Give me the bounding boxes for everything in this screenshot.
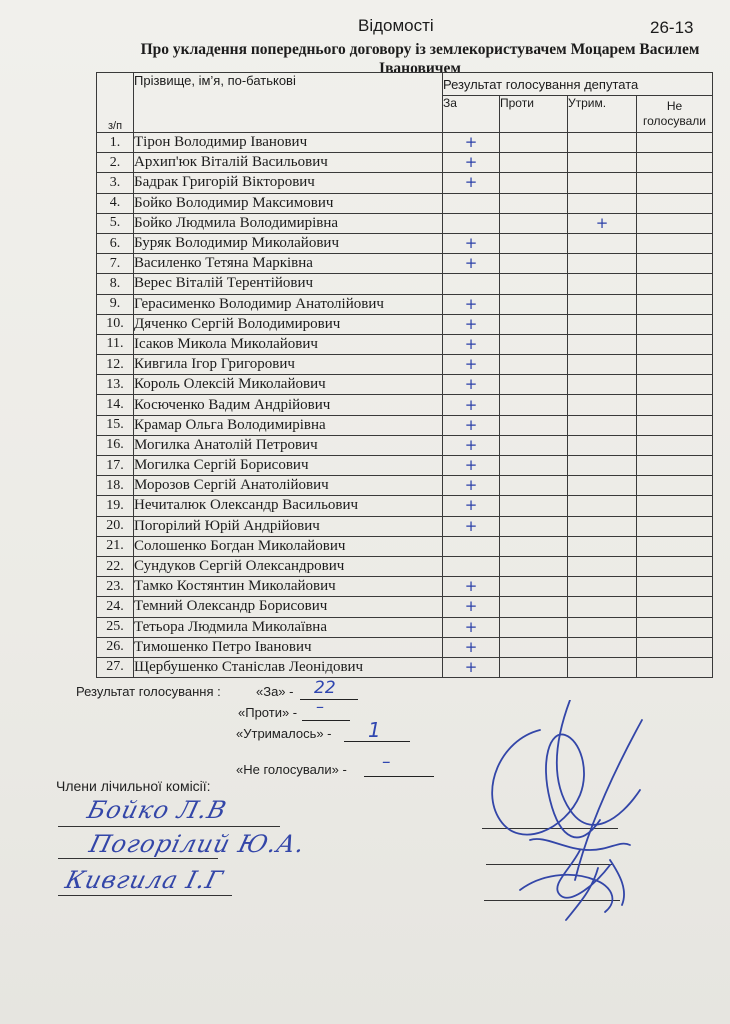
vote-against-cell	[500, 334, 568, 354]
vote-not-voted-cell	[637, 657, 713, 677]
row-number: 8.	[97, 274, 134, 294]
row-number: 18.	[97, 476, 134, 496]
table-row	[97, 456, 713, 476]
table-row	[97, 617, 713, 637]
deputy-name: Василенко Тетяна Марківна	[134, 254, 443, 274]
table-row	[97, 597, 713, 617]
vote-for-cell: +	[443, 395, 500, 415]
vote-against-cell	[500, 617, 568, 637]
table-row	[97, 556, 713, 576]
vote-abstain-cell	[568, 435, 637, 455]
vote-for-cell: +	[443, 597, 500, 617]
deputy-name: Могилка Анатолій Петрович	[134, 435, 443, 455]
vote-against-cell	[500, 233, 568, 253]
row-number: 20.	[97, 516, 134, 536]
deputy-name: Погорілий Юрій Андрійович	[134, 516, 443, 536]
vote-abstain-cell	[568, 657, 637, 677]
vote-against-cell	[500, 254, 568, 274]
vote-not-voted-cell	[637, 536, 713, 556]
vote-for-cell: +	[443, 233, 500, 253]
table-row	[97, 153, 713, 173]
vote-not-voted-cell	[637, 193, 713, 213]
table-row	[97, 173, 713, 193]
member-signature-1: Бойко Л.В	[84, 796, 230, 824]
table-row	[97, 193, 713, 213]
row-number: 22.	[97, 556, 134, 576]
not-voted-underline	[364, 776, 434, 777]
vote-not-voted-cell	[637, 254, 713, 274]
against-underline	[302, 720, 350, 721]
deputy-name: Сундуков Сергій Олександрович	[134, 556, 443, 576]
vote-against-cell	[500, 294, 568, 314]
table-row	[97, 536, 713, 556]
table-row	[97, 334, 713, 354]
row-number: 10.	[97, 314, 134, 334]
abstain-value: 1	[368, 718, 381, 742]
row-number: 17.	[97, 456, 134, 476]
vote-for-cell: +	[443, 173, 500, 193]
vote-abstain-cell	[568, 173, 637, 193]
vote-not-voted-cell	[637, 415, 713, 435]
vote-for-cell: +	[443, 334, 500, 354]
deputy-name: Тетьора Людмила Миколаївна	[134, 617, 443, 637]
deputy-name: Косюченко Вадим Андрійович	[134, 395, 443, 415]
document-title: Відомості	[358, 16, 434, 35]
vote-for-cell	[443, 556, 500, 576]
deputy-name: Бойко Людмила Володимирівна	[134, 213, 443, 233]
vote-abstain-cell	[568, 556, 637, 576]
row-number: 1.	[97, 133, 134, 153]
vote-for-cell: +	[443, 355, 500, 375]
row-number: 3.	[97, 173, 134, 193]
vote-against-cell	[500, 556, 568, 576]
deputy-name: Могилка Сергій Борисович	[134, 456, 443, 476]
row-number: 26.	[97, 637, 134, 657]
row-number: 27.	[97, 657, 134, 677]
table-row	[97, 133, 713, 153]
table-row	[97, 233, 713, 253]
row-number: 24.	[97, 597, 134, 617]
vote-abstain-cell	[568, 355, 637, 375]
vote-against-cell	[500, 657, 568, 677]
vote-against-cell	[500, 173, 568, 193]
deputy-name: Тамко Костянтин Миколайович	[134, 577, 443, 597]
vote-abstain-cell	[568, 456, 637, 476]
deputy-name: Щербушенко Станіслав Леонідович	[134, 657, 443, 677]
vote-against-cell	[500, 597, 568, 617]
deputy-name: Нечиталюк Олександр Васильович	[134, 496, 443, 516]
member-line-1	[58, 826, 280, 827]
vote-for-cell: +	[443, 375, 500, 395]
deputy-name: Бадрак Григорій Вікторович	[134, 173, 443, 193]
vote-against-cell	[500, 133, 568, 153]
vote-for-cell: +	[443, 496, 500, 516]
col-header-number: з/п	[97, 73, 134, 133]
for-label: «За» -	[256, 684, 294, 699]
vote-against-cell	[500, 213, 568, 233]
vote-abstain-cell	[568, 637, 637, 657]
vote-for-cell: +	[443, 153, 500, 173]
vote-not-voted-cell	[637, 435, 713, 455]
vote-not-voted-cell	[637, 334, 713, 354]
vote-not-voted-cell	[637, 617, 713, 637]
vote-against-cell	[500, 435, 568, 455]
vote-against-cell	[500, 456, 568, 476]
table-row	[97, 516, 713, 536]
vote-for-cell: +	[443, 577, 500, 597]
against-label: «Проти» -	[238, 705, 298, 720]
member-line-2	[58, 858, 218, 859]
deputy-name: Солошенко Богдан Миколайович	[134, 536, 443, 556]
table-row	[97, 274, 713, 294]
vote-for-cell: +	[443, 476, 500, 496]
vote-for-cell	[443, 213, 500, 233]
table-row	[97, 213, 713, 233]
row-number: 4.	[97, 193, 134, 213]
vote-abstain-cell	[568, 193, 637, 213]
vote-not-voted-cell	[637, 456, 713, 476]
col-header-result: Результат голосування депутата	[443, 73, 713, 96]
vote-against-cell	[500, 637, 568, 657]
vote-not-voted-cell	[637, 173, 713, 193]
abstain-label: «Утрималось» -	[236, 726, 332, 741]
vote-abstain-cell	[568, 597, 637, 617]
for-underline	[300, 699, 358, 700]
vote-against-cell	[500, 153, 568, 173]
vote-abstain-cell	[568, 536, 637, 556]
vote-for-cell: +	[443, 254, 500, 274]
commission-label: Члени лічильної комісії:	[56, 778, 211, 794]
vote-abstain-cell: +	[568, 213, 637, 233]
row-number: 16.	[97, 435, 134, 455]
deputy-name: Верес Віталій Терентійович	[134, 274, 443, 294]
member-line-3	[58, 895, 232, 896]
vote-not-voted-cell	[637, 314, 713, 334]
vote-not-voted-cell	[637, 637, 713, 657]
table-row	[97, 375, 713, 395]
vote-not-voted-cell	[637, 577, 713, 597]
table-row	[97, 657, 713, 677]
deputy-name: Ісаков Микола Миколайович	[134, 334, 443, 354]
col-header-not-voted: Не голосували	[637, 96, 713, 133]
row-number: 12.	[97, 355, 134, 375]
vote-against-cell	[500, 516, 568, 536]
row-number: 7.	[97, 254, 134, 274]
row-number: 14.	[97, 395, 134, 415]
vote-abstain-cell	[568, 617, 637, 637]
row-number: 11.	[97, 334, 134, 354]
vote-against-cell	[500, 536, 568, 556]
deputy-name: Бойко Володимир Максимович	[134, 193, 443, 213]
vote-for-cell: +	[443, 617, 500, 637]
vote-not-voted-cell	[637, 233, 713, 253]
vote-against-cell	[500, 314, 568, 334]
document-number: 26-13	[650, 18, 694, 37]
table-row	[97, 496, 713, 516]
table-row	[97, 395, 713, 415]
vote-for-cell: +	[443, 657, 500, 677]
vote-abstain-cell	[568, 415, 637, 435]
vote-not-voted-cell	[637, 597, 713, 617]
vote-against-cell	[500, 193, 568, 213]
vote-against-cell	[500, 476, 568, 496]
vote-against-cell	[500, 395, 568, 415]
for-value: 22	[314, 678, 336, 698]
vote-for-cell: +	[443, 133, 500, 153]
signature-scribble	[470, 700, 680, 930]
vote-abstain-cell	[568, 334, 637, 354]
row-number: 15.	[97, 415, 134, 435]
vote-for-cell	[443, 536, 500, 556]
vote-for-cell: +	[443, 294, 500, 314]
deputy-name: Дяченко Сергій Володимирович	[134, 314, 443, 334]
vote-against-cell	[500, 415, 568, 435]
table-row	[97, 435, 713, 455]
vote-abstain-cell	[568, 233, 637, 253]
member-signature-2: Погорілий Ю.А.	[86, 830, 309, 858]
deputy-name: Тірон Володимир Іванович	[134, 133, 443, 153]
vote-abstain-cell	[568, 294, 637, 314]
vote-for-cell: +	[443, 314, 500, 334]
document-subtitle: Про укладення попереднього договору із землекористувачем Моцарем Василем Івановичем	[140, 41, 700, 77]
vote-not-voted-cell	[637, 355, 713, 375]
against-value: –	[316, 697, 324, 716]
vote-abstain-cell	[568, 274, 637, 294]
table-row	[97, 577, 713, 597]
deputy-name: Тимошенко Петро Іванович	[134, 637, 443, 657]
vote-abstain-cell	[568, 496, 637, 516]
vote-not-voted-cell	[637, 133, 713, 153]
result-label: Результат голосування :	[76, 684, 221, 699]
table-row	[97, 637, 713, 657]
vote-abstain-cell	[568, 153, 637, 173]
table-row	[97, 254, 713, 274]
vote-against-cell	[500, 496, 568, 516]
col-header-name: Прізвище, ім’я, по-батькові	[134, 73, 443, 133]
not-voted-value: –	[382, 752, 391, 772]
vote-for-cell	[443, 193, 500, 213]
member-signature-3: Кивгила І.Г	[62, 866, 227, 894]
row-number: 19.	[97, 496, 134, 516]
vote-against-cell	[500, 355, 568, 375]
vote-abstain-cell	[568, 516, 637, 536]
col-header-for: За	[443, 96, 500, 133]
vote-not-voted-cell	[637, 213, 713, 233]
deputy-name: Король Олексій Миколайович	[134, 375, 443, 395]
row-number: 2.	[97, 153, 134, 173]
vote-for-cell: +	[443, 435, 500, 455]
table-row	[97, 415, 713, 435]
deputy-name: Крамар Ольга Володимирівна	[134, 415, 443, 435]
vote-not-voted-cell	[637, 516, 713, 536]
vote-for-cell: +	[443, 456, 500, 476]
deputy-name: Темний Олександр Борисович	[134, 597, 443, 617]
vote-not-voted-cell	[637, 476, 713, 496]
vote-not-voted-cell	[637, 153, 713, 173]
vote-against-cell	[500, 375, 568, 395]
vote-not-voted-cell	[637, 556, 713, 576]
vote-against-cell	[500, 577, 568, 597]
deputy-name: Кивгила Ігор Григорович	[134, 355, 443, 375]
row-number: 23.	[97, 577, 134, 597]
vote-for-cell	[443, 274, 500, 294]
vote-abstain-cell	[568, 314, 637, 334]
vote-not-voted-cell	[637, 395, 713, 415]
not-voted-label: «Не голосували» -	[236, 762, 347, 777]
row-number: 6.	[97, 233, 134, 253]
col-header-against: Проти	[500, 96, 568, 133]
row-number: 13.	[97, 375, 134, 395]
deputy-name: Буряк Володимир Миколайович	[134, 233, 443, 253]
row-number: 25.	[97, 617, 134, 637]
vote-abstain-cell	[568, 577, 637, 597]
vote-not-voted-cell	[637, 274, 713, 294]
row-number: 9.	[97, 294, 134, 314]
col-header-abstain: Утрим.	[568, 96, 637, 133]
vote-not-voted-cell	[637, 496, 713, 516]
voting-table	[96, 72, 713, 678]
vote-abstain-cell	[568, 375, 637, 395]
row-number: 5.	[97, 213, 134, 233]
vote-for-cell: +	[443, 516, 500, 536]
table-row	[97, 294, 713, 314]
row-number: 21.	[97, 536, 134, 556]
deputy-name: Морозов Сергій Анатолійович	[134, 476, 443, 496]
deputy-name: Архип'юк Віталій Васильович	[134, 153, 443, 173]
deputy-name: Герасименко Володимир Анатолійович	[134, 294, 443, 314]
vote-abstain-cell	[568, 254, 637, 274]
vote-against-cell	[500, 274, 568, 294]
vote-for-cell: +	[443, 415, 500, 435]
vote-not-voted-cell	[637, 375, 713, 395]
voting-table-body	[97, 133, 713, 678]
table-row	[97, 314, 713, 334]
table-row	[97, 355, 713, 375]
vote-abstain-cell	[568, 395, 637, 415]
vote-abstain-cell	[568, 133, 637, 153]
vote-not-voted-cell	[637, 294, 713, 314]
vote-abstain-cell	[568, 476, 637, 496]
vote-for-cell: +	[443, 637, 500, 657]
table-row	[97, 476, 713, 496]
